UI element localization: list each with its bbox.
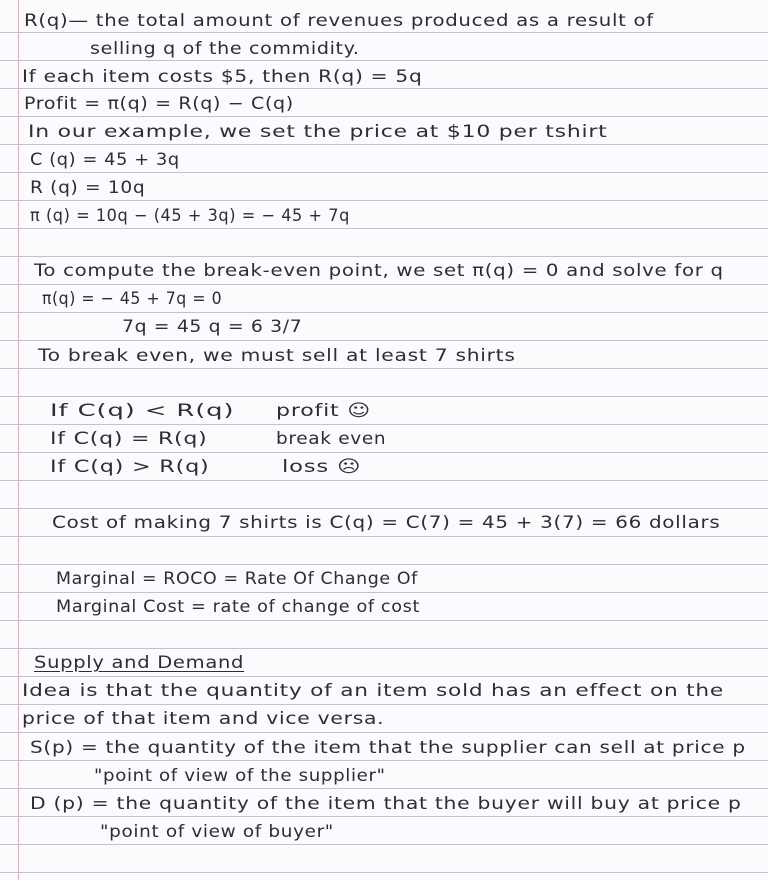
break-even-equation-line: π(q) = − 45 + 7q = 0 bbox=[42, 289, 223, 309]
cost-function-line: C (q) = 45 + 3q bbox=[30, 150, 180, 170]
supply-demand-idea-continuation: price of that item and vice versa. bbox=[22, 709, 385, 729]
result-loss: loss ☹ bbox=[282, 457, 362, 477]
marginal-cost-line: Marginal Cost = rate of change of cost bbox=[56, 597, 421, 617]
demand-point-of-view: "point of view of buyer" bbox=[100, 822, 334, 842]
price-example-line: In our example, we set the price at $10 per tshirt bbox=[28, 122, 608, 142]
condition-profit: If C(q) < R(q) bbox=[50, 401, 235, 421]
supply-function-line: S(p) = the quantity of the item that the supplier can sell at price p bbox=[30, 738, 746, 758]
demand-function-line: D (p) = the quantity of the item that the buyer will buy at price p bbox=[30, 794, 742, 814]
revenue-definition-line: R(q)— the total amount of revenues produced as a result of bbox=[24, 11, 654, 31]
break-even-conclusion-line: To break even, we must sell at least 7 shirts bbox=[38, 346, 516, 366]
break-even-method-line: To compute the break-even point, we set π(q) = 0 and solve for q bbox=[34, 261, 724, 281]
break-even-solution-line: 7q = 45 q = 6 3/7 bbox=[122, 317, 303, 337]
revenue-example-line: If each item costs $5, then R(q) = 5q bbox=[22, 67, 423, 87]
revenue-definition-continuation: selling q of the commidity. bbox=[90, 39, 360, 59]
supply-point-of-view: "point of view of the supplier" bbox=[94, 766, 386, 786]
section-heading-supply-demand: Supply and Demand bbox=[34, 653, 245, 673]
supply-demand-idea-line: Idea is that the quantity of an item sold has an effect on the bbox=[22, 681, 724, 701]
revenue-function-line: R (q) = 10q bbox=[30, 178, 146, 198]
margin-rule bbox=[18, 0, 19, 880]
marginal-definition-line: Marginal = ROCO = Rate Of Change Of bbox=[56, 569, 418, 589]
cost-seven-shirts-line: Cost of making 7 shirts is C(q) = C(7) = 45 + 3(7) = 66 dollars bbox=[52, 513, 721, 533]
profit-formula-line: Profit = π(q) = R(q) − C(q) bbox=[24, 94, 294, 114]
condition-loss: If C(q) > R(q) bbox=[50, 457, 210, 477]
condition-break-even: If C(q) = R(q) bbox=[50, 429, 208, 449]
profit-function-line: π (q) = 10q − (45 + 3q) = − 45 + 7q bbox=[30, 206, 350, 226]
result-break-even: break even bbox=[276, 429, 387, 449]
result-profit: profit ☺ bbox=[276, 401, 372, 421]
